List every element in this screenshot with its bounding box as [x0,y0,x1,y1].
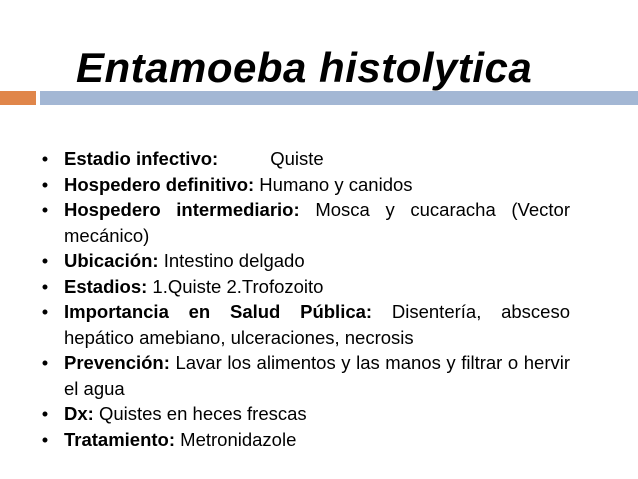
list-item [38,401,570,427]
item-label: Hospedero definitivo: [64,173,255,195]
item-text: Disentería, absceso hepático amebiano, ulceraciones, necrosis [64,301,571,348]
title-accent-orange-bar [0,91,36,105]
item-label: Estadio infectivo: [64,148,219,169]
list-item [38,172,570,198]
item-text: Intestino delgado [163,250,305,271]
bullet-icon: • [41,199,49,220]
list-item [38,427,570,453]
item-label: Ubicación: [64,250,159,271]
bullet-icon: • [41,403,49,424]
bullet-icon: • [41,275,49,297]
bullet-icon: • [41,148,49,169]
item-text: Metronidazole [180,428,297,450]
list-item [38,197,570,248]
list-item [38,146,570,172]
list-item [38,274,570,300]
item-text: Quistes en heces frescas [98,403,307,424]
item-text: Humano y canidos [259,173,413,195]
item-text: Lavar los alimentos y las manos y filtrar o hervir el agua [64,352,571,399]
item-label: Importancia en Salud Pública: [64,301,373,322]
title-accent-blue-bar [40,91,638,105]
bullet-list [38,146,570,452]
bullet-icon: • [41,301,49,322]
bullet-icon: • [41,352,49,373]
bullet-icon: • [41,428,49,450]
bullet-icon: • [41,173,49,195]
item-label: Hospedero intermediario: [64,199,300,220]
list-item [38,248,570,274]
item-text: Mosca y cucaracha (Vector mecánico) [64,199,571,246]
item-label: Prevención: [64,352,170,373]
item-label: Tratamiento: [64,428,176,450]
bullet-icon: • [41,250,49,271]
list-item [38,350,570,401]
item-label: Estadios: [64,275,148,297]
item-text: Quiste [270,148,324,169]
item-text: 1.Quiste 2.Trofozoito [152,275,324,297]
slide-title: Entamoeba histolytica [76,44,533,91]
item-label: Dx: [64,403,94,424]
list-item [38,299,570,350]
